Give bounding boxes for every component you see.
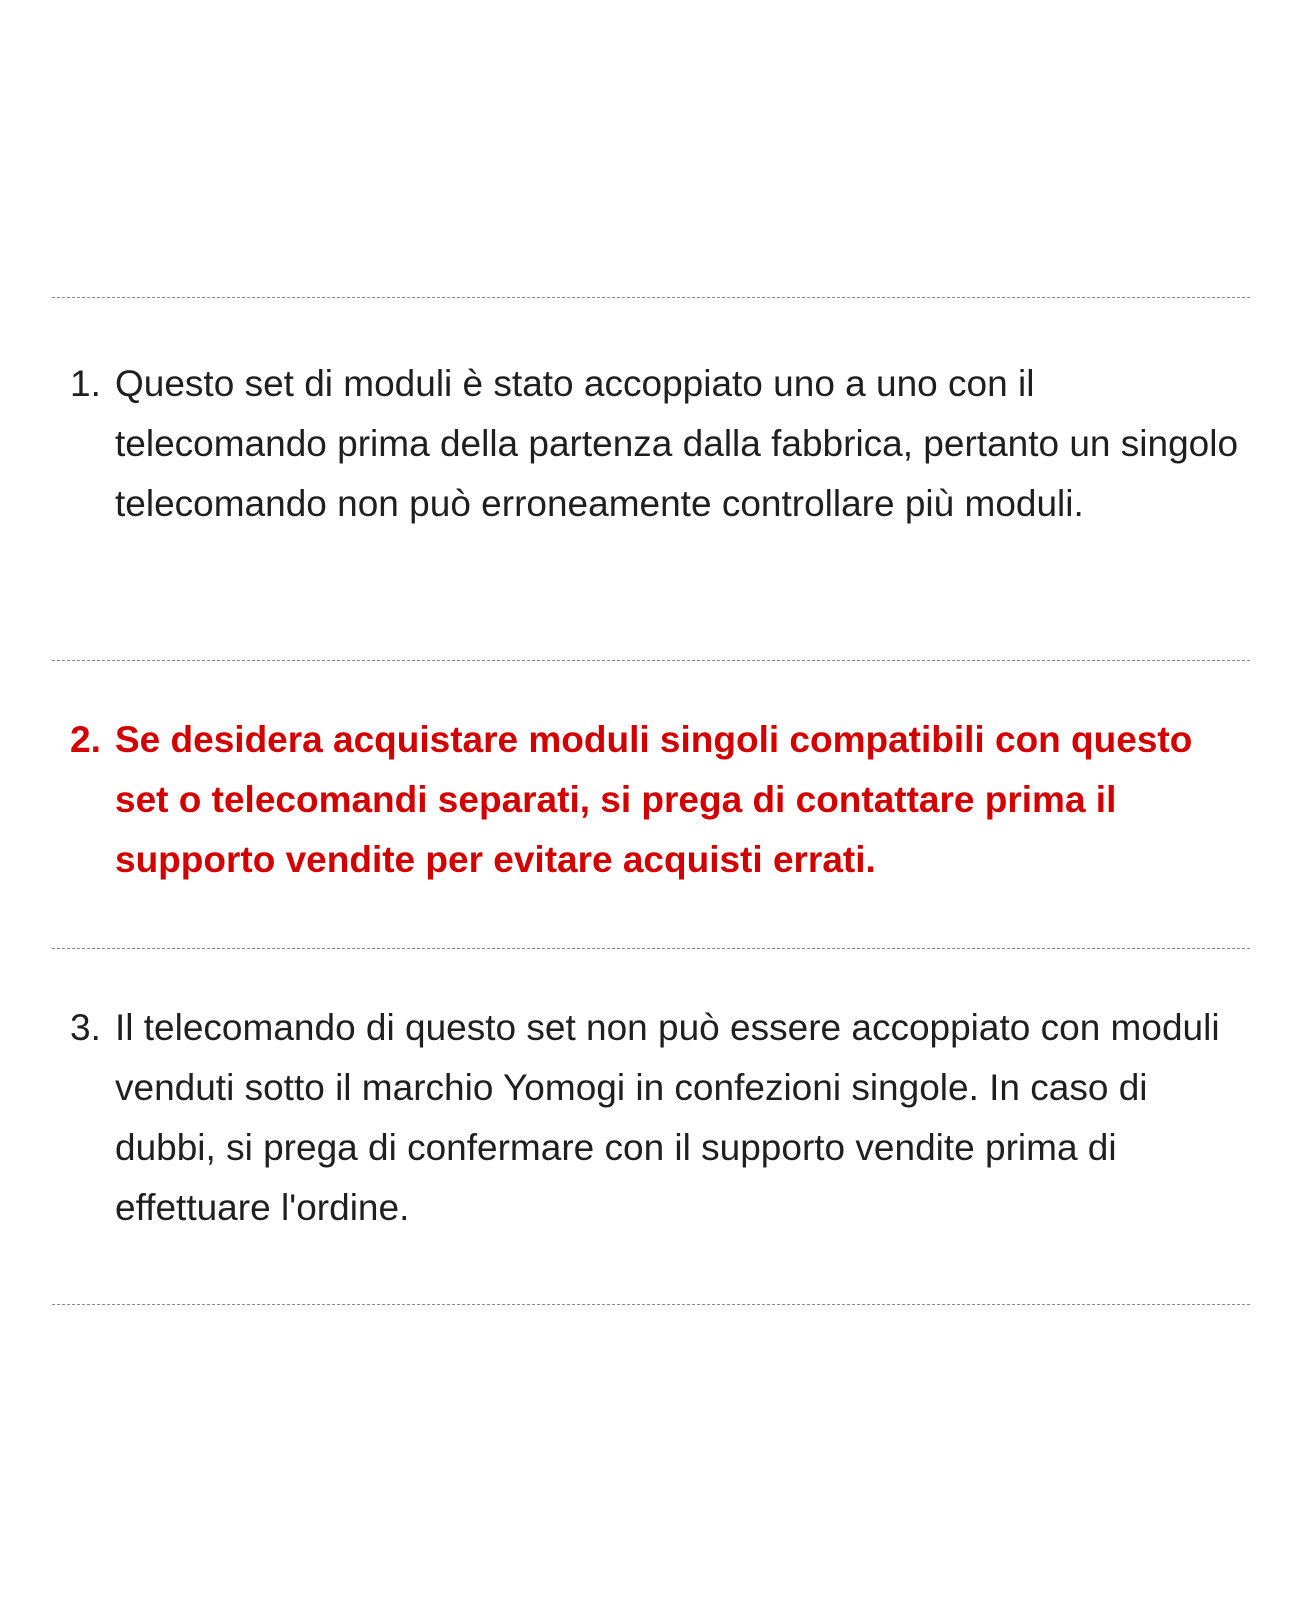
note-item-3 <box>70 998 1250 1238</box>
note-number: 2. <box>70 719 101 760</box>
note-item-1 <box>70 354 1250 534</box>
divider <box>52 948 1250 949</box>
divider <box>52 297 1250 298</box>
note-number: 3. <box>70 1007 101 1048</box>
note-text: Questo set di moduli è stato accoppiato uno a uno con il telecomando prima della partenza dalla fabbrica, pertanto un singolo telecomando non può erroneamente controllare più moduli. <box>115 363 1239 524</box>
note-number: 1. <box>70 363 101 404</box>
note-text: Il telecomando di questo set non può essere accoppiato con moduli venduti sotto il marchio Yomogi in confezioni singole. In caso di dubbi, si prega di confermare con il supporto vendite prima di effettuare l'ordine. <box>115 1007 1220 1228</box>
note-item-2 <box>70 710 1250 890</box>
divider <box>52 660 1250 661</box>
divider <box>52 1304 1250 1305</box>
note-text: Se desidera acquistare moduli singoli compatibili con questo set o telecomandi separati, si prega di contattare prima il supporto vendite per evitare acquisti errati. <box>115 719 1193 880</box>
